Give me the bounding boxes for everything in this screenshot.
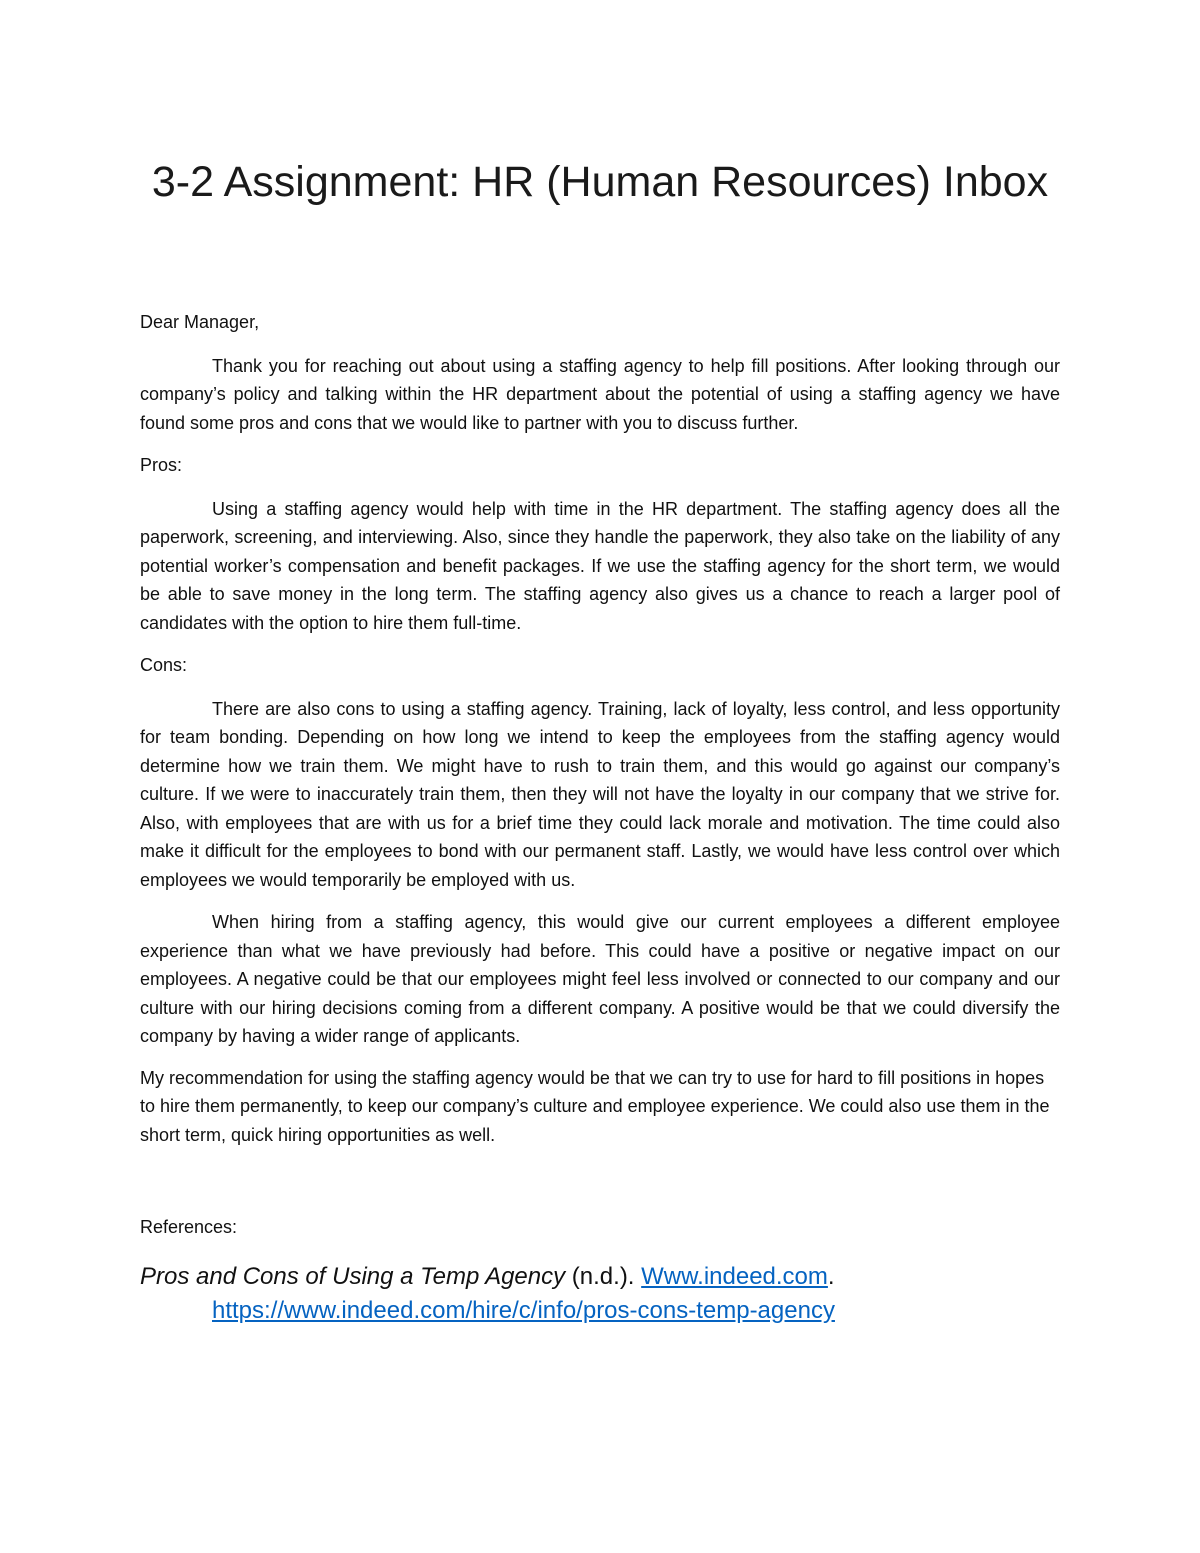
reference-date: (n.d.). [565, 1262, 642, 1290]
cons-paragraph: There are also cons to using a staffing agency. Training, lack of loyalty, less control, and less opportunity for team bonding. Depending on how long we intend to keep the employees from the staffing agency would determine how we train them. We might have to rush to train them, and this would go against our company’s culture. If we were to inaccurately train them, then they will not have the loyalty in our company that we strive for. Also, with employees that are with us for a brief time they could lack morale and motivation. The time could also make it difficult for the employees to bond with our permanent staff. Lastly, we would have less control over which employees we would temporarily be employed with us. [140, 698, 1060, 890]
pros-heading: Pros: [140, 455, 183, 475]
recommendation-paragraph: My recommendation for using the staffing agency would be that we can try to use for hard to fill positions in hopes to hire them permanently, to keep our company’s culture and employee experience. We could also use them in the short term, quick hiring opportunities as well. [140, 1067, 1050, 1145]
reference-entry [140, 1260, 1060, 1328]
document-body [140, 308, 1060, 1328]
intro-paragraph: Thank you for reaching out about using a staffing agency to help fill positions. After looking through our company’s policy and talking within the HR department about the potential of using a staffing agency we have found some pros and cons that we would like to partner with you to discuss further. [140, 355, 1060, 433]
reference-site-link[interactable]: Www.indeed.com [641, 1262, 828, 1290]
reference-url-link[interactable]: https://www.indeed.com/hire/c/info/pros-cons-temp-agency [212, 1296, 835, 1324]
cons-heading: Cons: [140, 655, 188, 675]
impact-paragraph: When hiring from a staffing agency, this would give our current employees a different employee experience than what we have previously had before. This could have a positive or negative impact on our employees. A negative could be that our employees might feel less involved or connected to our company and our culture with our hiring decisions coming from a different company. A positive would be that we could diversify the company by having a wider range of applicants. [140, 912, 1060, 1046]
reference-site-suffix: . [827, 1262, 835, 1290]
pros-paragraph: Using a staffing agency would help with time in the HR department. The staffing agency does all the paperwork, screening, and interviewing. Also, since they handle the paperwork, they also take on the liability of any potential worker’s compensation and benefit packages. If we use the staffing agency for the short term, we would be able to save money in the long term. The staffing agency also gives us a chance to reach a larger pool of candidates with the option to hire them full-time. [140, 498, 1060, 633]
reference-title: Pros and Cons of Using a Temp Agency [140, 1262, 566, 1290]
references-heading: References: [140, 1217, 238, 1237]
document-title: 3-2 Assignment: HR (Human Resources) Inbox [151, 158, 1049, 206]
greeting: Dear Manager, [140, 312, 260, 332]
